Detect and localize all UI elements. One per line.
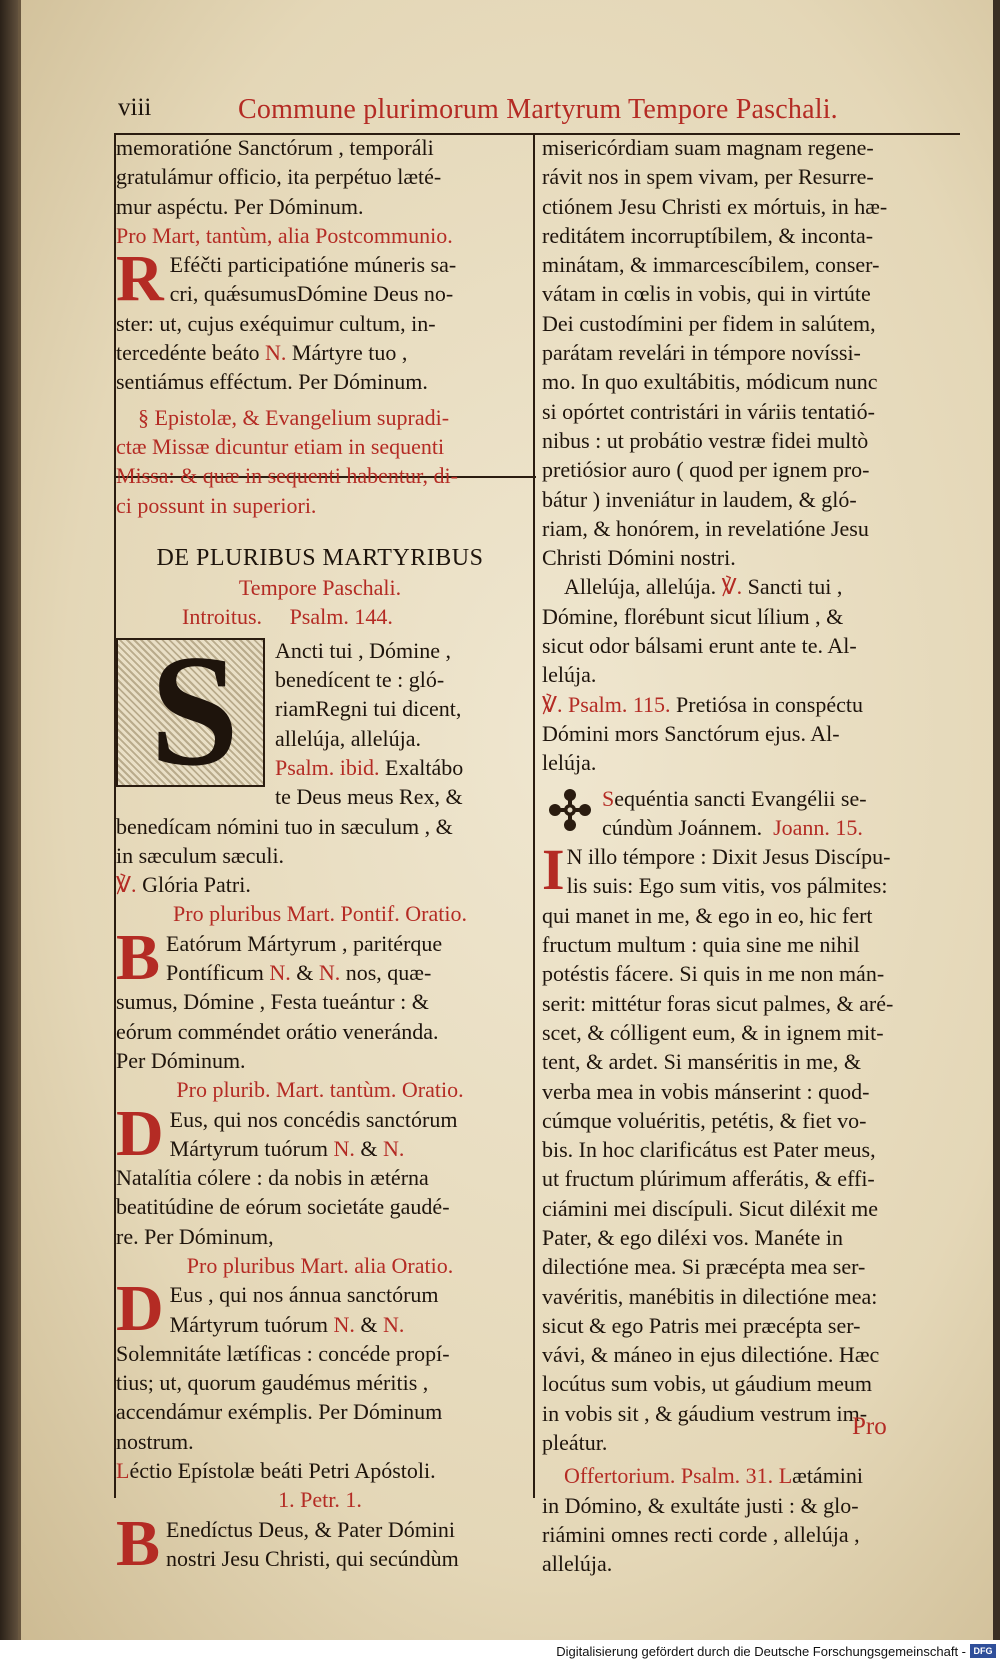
text-line: Eus, qui nos concédis sanctórum	[169, 1106, 458, 1132]
text-line: vávi, & máneo in ejus dilectióne. Hæc	[542, 1342, 880, 1368]
right-column	[542, 133, 964, 1577]
rubric-line: ci possunt in superiori.	[116, 492, 317, 518]
catchword: Pro	[852, 1413, 887, 1440]
text-span: éctio Epístolæ beáti Petri Apóstoli.	[129, 1458, 436, 1484]
column-separator-rule	[533, 133, 535, 1498]
text-span: Exaltábo	[385, 754, 464, 780]
text-line: mo. In quo exultábitis, módicum nunc	[542, 369, 878, 395]
text-span: Allelúja, allelúja.	[564, 574, 717, 600]
text-line: Eus , qui nos ánnua sanctórum	[169, 1282, 439, 1308]
text-line: ut fructum plúrimum afferátis, & effi-	[542, 1166, 875, 1192]
text-line: gratulámur officio, ita perpétuo læté-	[116, 164, 442, 190]
text-line	[116, 1134, 524, 1163]
text-line	[116, 1310, 524, 1339]
text-line: benedícent te : gló-	[275, 667, 445, 693]
gospel-heading	[542, 784, 964, 843]
text-line: Per Dóminum.	[116, 1047, 246, 1073]
text-line: te Deus meus Rex, &	[275, 784, 463, 810]
text-line: Dei custodímini per fidem in salútem,	[542, 310, 876, 336]
text-line: Natalítia cólere : da nobis in ætérna	[116, 1165, 429, 1191]
text-line: parátam revelári in témpore novíssi-	[542, 340, 861, 366]
introit-block	[116, 620, 524, 900]
text-line	[116, 958, 524, 987]
psalm-reference: ℣. Psalm. 115.	[542, 691, 671, 717]
text-line	[542, 1461, 964, 1490]
text-line: allelúja, allelúja.	[275, 725, 421, 751]
red-initial: L	[116, 1458, 130, 1484]
name-placeholder: N.	[382, 1135, 405, 1161]
text-line: re. Per Dóminum,	[116, 1223, 274, 1249]
cross-ornament-icon	[548, 788, 592, 832]
text-span: &	[360, 1311, 378, 1337]
name-placeholder: N.	[333, 1311, 355, 1337]
text-span: ætámini	[792, 1463, 864, 1489]
text-line: Christi Dómini nostri.	[542, 545, 736, 571]
lesson-heading	[116, 1456, 524, 1485]
name-placeholder: N.	[318, 960, 341, 986]
red-initial: L	[778, 1463, 793, 1489]
text-line: rávit nos in spem vivam, per Resurre-	[542, 164, 874, 190]
text-line	[116, 870, 524, 899]
rubric-line: § Epistolæ, & Evangelium supradi-	[138, 404, 450, 430]
text-span: tercedénte beáto	[116, 340, 260, 366]
rubric-line: Pro Mart, tantùm, alia Postcommunio.	[116, 222, 453, 248]
text-line	[542, 690, 964, 719]
text-line: in vobis sit , & gáudium vestrum im-	[542, 1400, 868, 1426]
text-line: Enedíctus Deus, & Pater Dómini	[166, 1516, 456, 1542]
text-line: ster: ut, cujus exéquimur cultum, in-	[116, 310, 436, 336]
text-line: minátam, & immarcescíbilem, conser-	[542, 252, 880, 278]
text-line: cri, quǽsumusDómine Deus no-	[169, 281, 454, 307]
text-line: verba mea in vobis mánserint : quod-	[542, 1078, 870, 1104]
section-subheading: Tempore Paschali.	[238, 575, 402, 601]
text-line: pleátur.	[542, 1430, 608, 1456]
text-line	[116, 338, 524, 367]
rubric-line: Pro pluribus Mart. Pontif. Oratio.	[173, 901, 467, 927]
text-line: in sæculum sæculi.	[116, 842, 285, 868]
text-span: nos, quæ-	[345, 960, 432, 986]
text-span: Sancti tui ,	[747, 574, 843, 600]
text-line: ciámini mei discípuli. Sicut diléxit me	[542, 1195, 879, 1221]
text-span: &	[296, 960, 314, 986]
text-line: Ancti tui , Dómine ,	[275, 637, 451, 663]
text-line: riamRegni tui dicent,	[275, 696, 462, 722]
text-line: lelúja.	[542, 750, 597, 776]
text-line: benedícam nómini tuo in sæculum , &	[116, 813, 453, 839]
text-span: cúndùm Joánnem.	[602, 814, 763, 840]
text-line: lelúja.	[542, 662, 597, 688]
text-line: tius; ut, quorum gaudémus méritis ,	[116, 1370, 429, 1396]
name-placeholder: N.	[265, 340, 287, 366]
text-line: nibus : ut probátio vestræ fidei multò	[542, 427, 869, 453]
text-line: sentiámus efféctum. Per Dóminum.	[116, 369, 428, 395]
text-line: beatitúdine de eórum societáte gaudé-	[116, 1194, 450, 1220]
text-span: &	[360, 1135, 378, 1161]
prayer-block	[116, 920, 524, 1075]
folio-number: viii	[118, 94, 152, 121]
offertory-label: Offertorium. Psalm. 31.	[564, 1463, 774, 1489]
text-line: pretiósior auro ( quod per ignem pro-	[542, 457, 870, 483]
prayer-block	[116, 1272, 524, 1456]
running-title: Commune plurimorum Martyrum Tempore Paschali.	[238, 94, 838, 125]
text-span: Psalm. ibid.	[275, 754, 380, 780]
text-line: N illo témpore : Dixit Jesus Discípu-	[566, 844, 891, 870]
text-span: Pretiósa in conspéctu	[676, 691, 863, 717]
text-line: tent, & ardet. Si manséritis in me, &	[542, 1049, 861, 1075]
text-span: Introitus.	[182, 604, 263, 630]
rubric-line: Missa: & quæ in sequenti habentur, di-	[116, 463, 458, 489]
lesson-block	[116, 1506, 524, 1580]
text-line: Pater, & ego diléxi vos. Manéte in	[542, 1224, 843, 1250]
text-line: locútus sum vobis, ut gáudium meum	[542, 1371, 872, 1397]
text-line: nostrum.	[116, 1428, 194, 1454]
text-line: reditátem incorruptíbilem, & inconta-	[542, 222, 874, 248]
rubric-line: ctæ Missæ dicuntur etiam in sequenti	[116, 433, 445, 459]
text-line: lis suis: Ego sum vitis, vos pálmites:	[566, 873, 888, 899]
prayer-block	[116, 1096, 524, 1251]
running-header	[118, 94, 978, 134]
rubric-line: Pro pluribus Mart. alia Oratio.	[186, 1252, 454, 1278]
text-line: cúmque voluéritis, petétis, & fiet vo-	[542, 1107, 867, 1133]
text-span: Glória Patri.	[142, 872, 251, 898]
name-placeholder: N.	[382, 1311, 405, 1337]
drop-cap-initial: D	[116, 1272, 164, 1346]
text-line: allelúja.	[542, 1551, 613, 1577]
text-line: riámini omnes recti corde , allelúja ,	[542, 1521, 860, 1547]
name-placeholder: N.	[269, 960, 291, 986]
text-line: potéstis fácere. Si quis in me non mán-	[542, 961, 885, 987]
text-line: bis. In hoc clarificátus est Pater meus,	[542, 1137, 876, 1163]
gospel-reference: Joann. 15.	[773, 814, 863, 840]
text-line: Solemnitáte lætíficas : concéde propí-	[116, 1340, 450, 1366]
text-line	[542, 572, 964, 601]
text-line	[542, 813, 964, 842]
text-line: nostri Jesu Christi, qui secúndùm	[166, 1545, 459, 1571]
text-line: in Dómino, & exultáte justi : & glo-	[542, 1492, 859, 1518]
drop-cap-initial: D	[116, 1096, 164, 1170]
text-line: Eatórum Mártyrum , paritérque	[166, 930, 443, 956]
text-line: dilectióne mea. Si præcépta mea ser-	[542, 1254, 866, 1280]
versicle-icon: ℣.	[116, 872, 137, 898]
prayer-block	[116, 242, 524, 396]
text-line: accendámur exémplis. Per Dóminum	[116, 1399, 443, 1425]
gospel-block	[542, 837, 964, 1457]
rubric-line: Pro plurib. Mart. tantùm. Oratio.	[176, 1077, 464, 1103]
footer-credit: Digitalisierung gefördert durch die Deutsche Forschungsgemeinschaft -	[556, 1644, 966, 1659]
decorated-initial-image	[116, 620, 265, 799]
text-line: sumus, Dómine , Festa tueántur : &	[116, 989, 429, 1015]
text-line: misericórdiam suam magnam regene-	[542, 135, 874, 160]
text-span: Pontíficum	[166, 960, 264, 986]
text-line: fructum multum : quia sine me nihil	[542, 932, 860, 958]
dfg-logo-icon: DFG	[970, 1644, 996, 1658]
drop-cap-initial: B	[116, 1506, 161, 1580]
text-line: riam, & honórem, in revelatióne Jesu	[542, 515, 869, 541]
drop-cap-initial: I	[542, 837, 565, 903]
text-line: sicut & ego Patris mei præcépta ser-	[542, 1312, 861, 1338]
red-initial: S	[602, 785, 615, 811]
text-span: Psalm. 144.	[289, 604, 393, 630]
decorated-initial-letter: S	[150, 620, 239, 799]
text-line: ctiónem Jesu Christi ex mórtuis, in hæ-	[542, 193, 888, 219]
text-line: vavéritis, manébitis in dilectióne mea:	[542, 1283, 878, 1309]
text-line: Eféčti participatióne múneris sa-	[169, 252, 457, 278]
text-line: Dómine, florébunt sicut lílium , &	[542, 603, 844, 629]
drop-cap-initial: B	[116, 920, 161, 994]
text-span: Mártyrum tuórum	[169, 1135, 328, 1161]
digitization-footer	[0, 1640, 1000, 1663]
text-line: sicut odor bálsami erunt ante te. Al-	[542, 633, 857, 659]
text-line: si opórtet contristári in váriis tentatió-	[542, 398, 875, 424]
name-placeholder: N.	[333, 1135, 355, 1161]
section-heading: DE PLURIBUS MARTYRIBUS	[156, 544, 484, 571]
text-line: qui manet in me, & ego in eo, hic fert	[542, 902, 873, 928]
text-line: memoratióne Sanctórum , temporáli	[116, 135, 434, 160]
text-line: scet, & cólligent eum, & in ignem mit-	[542, 1019, 884, 1045]
text-line: Dómini mors Sanctórum ejus. Al-	[542, 720, 840, 746]
versicle-icon: ℣.	[721, 574, 743, 600]
text-line: bátur ) inveniátur in laudem, & gló-	[542, 486, 857, 512]
text-line	[542, 784, 964, 813]
drop-cap-initial: R	[116, 242, 164, 316]
text-span: Mártyrum tuórum	[169, 1311, 328, 1337]
left-column	[116, 133, 524, 1580]
text-line: eórum comméndet orátio veneránda.	[116, 1018, 439, 1044]
text-span: equéntia sancti Evangélii se-	[614, 785, 867, 811]
lesson-reference: 1. Petr. 1.	[278, 1487, 362, 1513]
text-span: Mártyre tuo ,	[291, 340, 408, 366]
text-line: vátam in cœlis in vobis, qui in virtúte	[542, 281, 871, 307]
text-line: serit: mittétur foras sicut palmes, & aré-	[542, 990, 894, 1016]
text-line: mur aspéctu. Per Dóminum.	[116, 193, 364, 219]
